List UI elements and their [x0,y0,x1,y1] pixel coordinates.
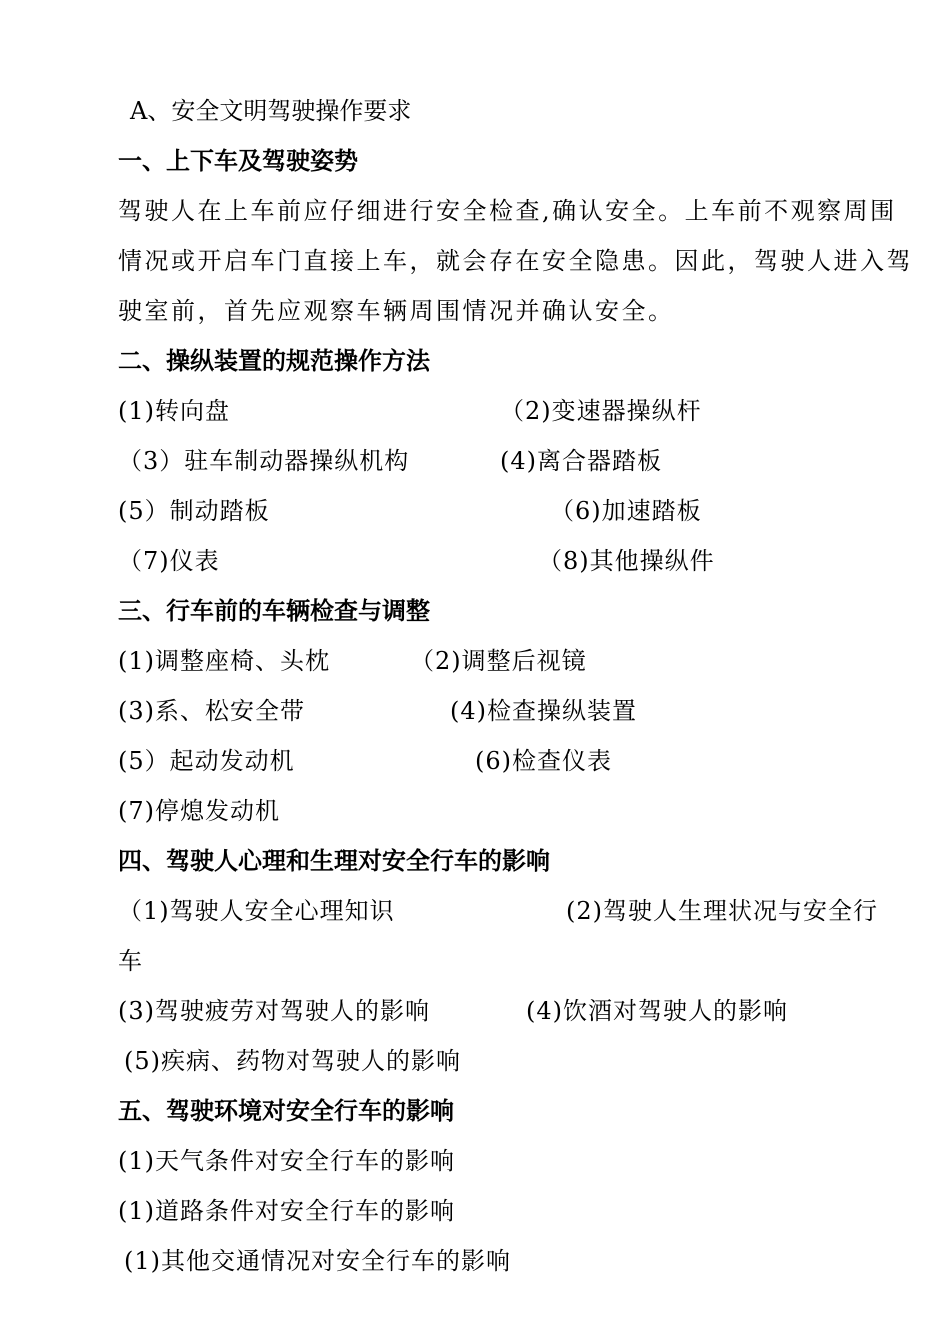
section-3-item: (5）起动发动机 [118,747,295,775]
section-5-heading: 五、驾驶环境对安全行车的影响 [118,1097,454,1125]
section-2-item: (4)离合器踏板 [500,447,662,475]
document-title: A、安全文明驾驶操作要求 [130,97,412,125]
section-3-heading: 三、行车前的车辆检查与调整 [118,597,430,625]
section-4-item: （1)驾驶人安全心理知识 [118,897,395,925]
section-3-item: (1)调整座椅、头枕 [118,647,330,675]
section-2-item: (5）制动踏板 [118,497,270,525]
section-4-item: (2)驾驶人生理状况与安全行 [566,897,878,925]
section-3-item: (4)检查操纵装置 [450,697,637,725]
section-3-item: （2)调整后视镜 [410,647,587,675]
section-2-item: （8)其他操纵件 [538,547,715,575]
section-4-item: (5)疾病、药物对驾驶人的影响 [124,1047,461,1075]
section-5-item: (1)其他交通情况对安全行车的影响 [124,1247,511,1275]
section-3-item: (3)系、松安全带 [118,697,305,725]
section-4-heading: 四、驾驶人心理和生理对安全行车的影响 [118,847,550,875]
section-2-heading: 二、操纵装置的规范操作方法 [118,347,430,375]
section-4-item: (3)驾驶疲劳对驾驶人的影响 [118,997,430,1025]
section-3-item: (6)检查仪表 [475,747,612,775]
section-3-item: (7)停熄发动机 [118,797,280,825]
section-2-item: （3）驻车制动器操纵机构 [118,447,410,475]
section-4-item: (4)饮酒对驾驶人的影响 [526,997,788,1025]
section-2-item: (1)转向盘 [118,397,230,425]
section-2-item: （2)变速器操纵杆 [500,397,702,425]
section-5-item: (1)道路条件对安全行车的影响 [118,1197,455,1225]
section-1-paragraph-line-1: 驾驶人在上车前应仔细进行安全检查,确认安全。上车前不观察周围 [118,197,897,225]
section-1-paragraph-line-3: 驶室前，首先应观察车辆周围情况并确认安全。 [118,297,675,325]
section-1-heading: 一、上下车及驾驶姿势 [118,147,358,175]
section-2-item: （7)仪表 [118,547,220,575]
section-2-item: （6)加速踏板 [550,497,702,525]
section-1-paragraph-line-2: 情况或开启车门直接上车，就会存在安全隐患。因此，驾驶人进入驾 [118,247,913,275]
section-4-item-continuation: 车 [118,947,143,975]
section-5-item: (1)天气条件对安全行车的影响 [118,1147,455,1175]
